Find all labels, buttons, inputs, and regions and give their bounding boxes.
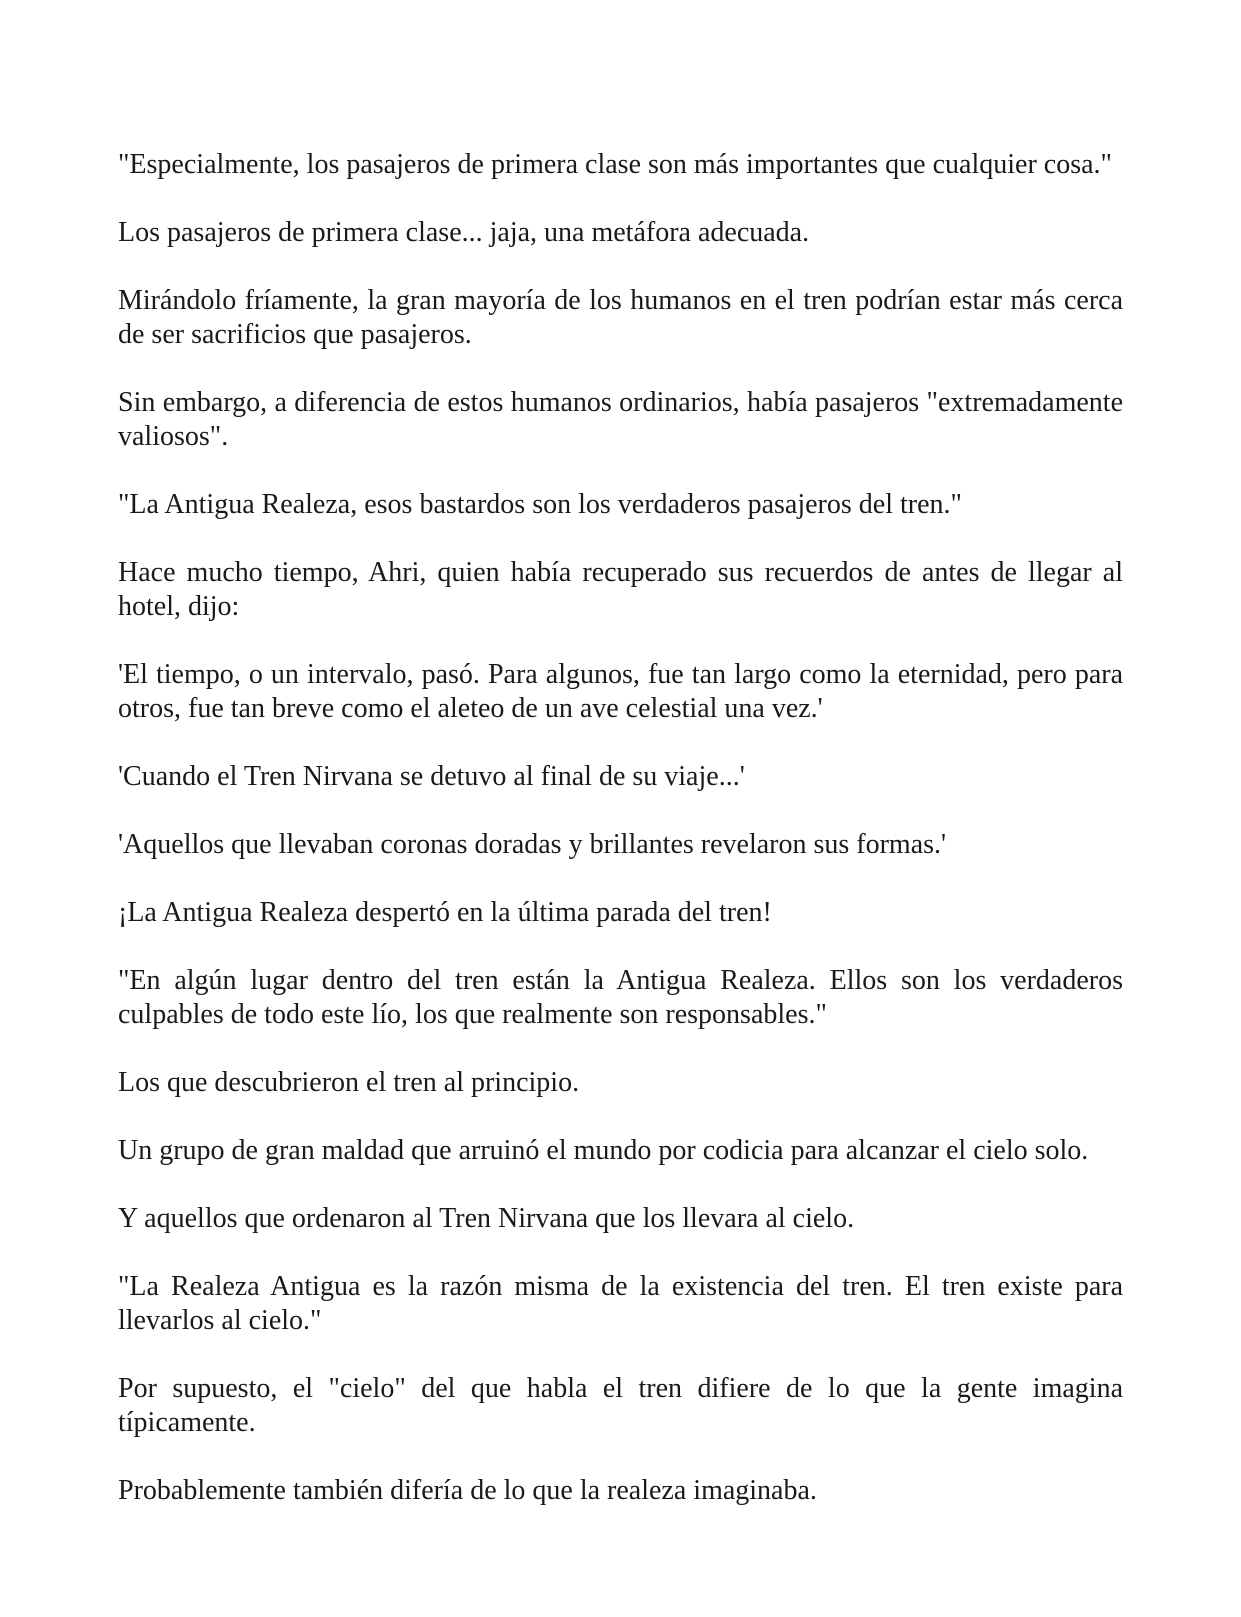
paragraph: "Especialmente, los pasajeros de primera clase son más importantes que cualquier cosa." (118, 149, 1112, 180)
document-body (118, 148, 1123, 1542)
paragraph: Sin embargo, a diferencia de estos humanos ordinarios, había pasajeros "extremadamente valiosos". (118, 387, 1123, 452)
paragraph: "En algún lugar dentro del tren están la Antigua Realeza. Ellos son los verdaderos culpables de todo este lío, los que realmente son responsables." (118, 965, 1123, 1030)
paragraph: Mirándolo fríamente, la gran mayoría de los humanos en el tren podrían estar más cerca de ser sacrificios que pasajeros. (118, 285, 1123, 350)
paragraph: 'Aquellos que llevaban coronas doradas y brillantes revelaron sus formas.' (118, 829, 947, 860)
paragraph: Un grupo de gran maldad que arruinó el mundo por codicia para alcanzar el cielo solo. (118, 1135, 1089, 1166)
paragraph: "La Antigua Realeza, esos bastardos son los verdaderos pasajeros del tren." (118, 489, 962, 520)
paragraph: Hace mucho tiempo, Ahri, quien había recuperado sus recuerdos de antes de llegar al hotel, dijo: (118, 557, 1123, 622)
paragraph: 'Cuando el Tren Nirvana se detuvo al final de su viaje...' (118, 761, 745, 792)
paragraph: Probablemente también difería de lo que la realeza imaginaba. (118, 1475, 817, 1506)
paragraph: Los pasajeros de primera clase... jaja, una metáfora adecuada. (118, 217, 810, 248)
paragraph: 'El tiempo, o un intervalo, pasó. Para algunos, fue tan largo como la eternidad, pero para otros, fue tan breve como el aleteo de un ave celestial una vez.' (118, 659, 1123, 724)
paragraph: Por supuesto, el "cielo" del que habla el tren difiere de lo que la gente imagina típicamente. (118, 1373, 1123, 1438)
paragraph: "La Realeza Antigua es la razón misma de la existencia del tren. El tren existe para llevarlos al cielo." (118, 1271, 1123, 1336)
paragraph: ¡La Antigua Realeza despertó en la última parada del tren! (118, 897, 772, 928)
paragraph: Los que descubrieron el tren al principio. (118, 1067, 580, 1098)
paragraph: Y aquellos que ordenaron al Tren Nirvana que los llevara al cielo. (118, 1203, 855, 1234)
